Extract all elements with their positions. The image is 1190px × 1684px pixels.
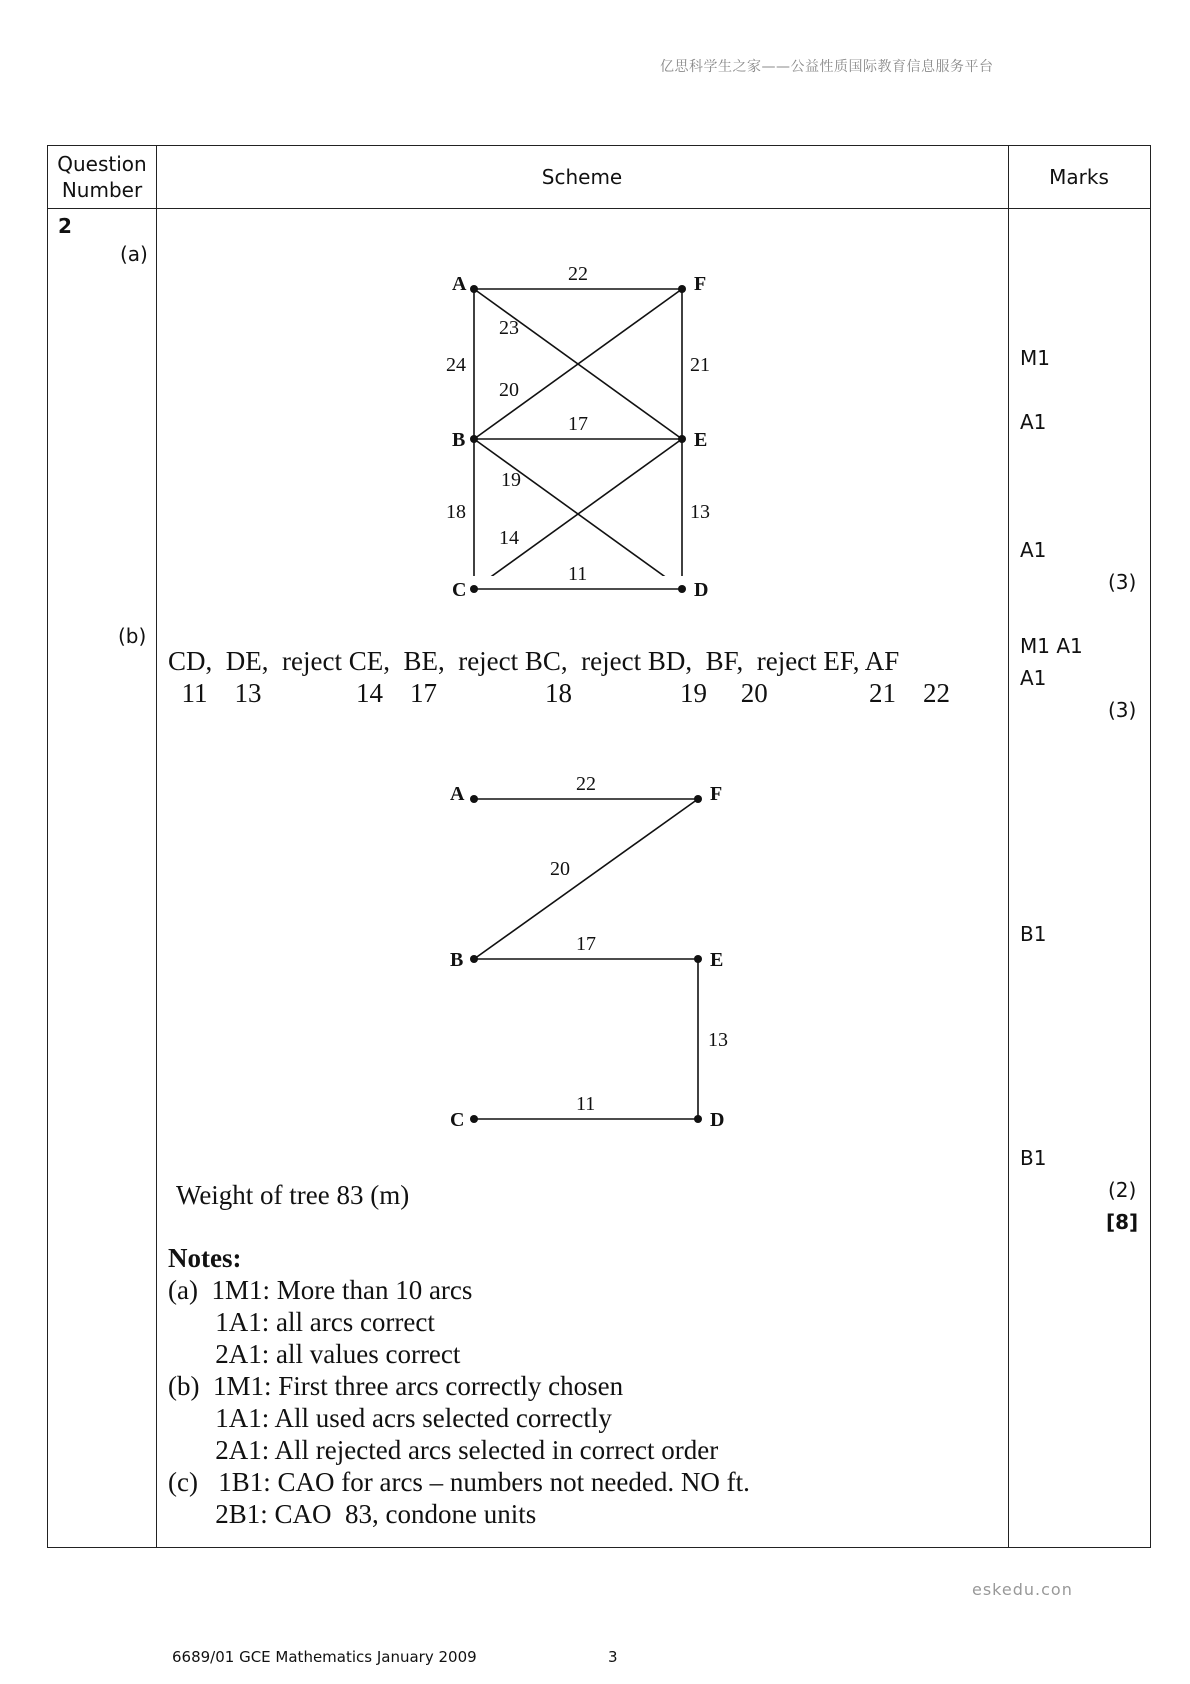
notes-title: Notes: <box>168 1243 242 1273</box>
node-label-e: E <box>694 429 708 451</box>
weight-of-tree: Weight of tree 83 (m) <box>176 1180 410 1210</box>
header-note: 亿思科学生之家——公益性质国际教育信息服务平台 <box>660 59 994 75</box>
node-e <box>694 955 702 963</box>
header-question-number: Question Number <box>57 152 147 202</box>
mark-total-a: (3) <box>1108 570 1137 594</box>
weight-ed: 13 <box>708 1029 728 1051</box>
weight-cd: 11 <box>576 1093 596 1115</box>
node-label-c: C <box>450 1109 465 1126</box>
mark-scheme-table <box>47 145 1151 1548</box>
footer-paper-title: 6689/01 GCE Mathematics January 2009 <box>172 1648 477 1666</box>
note-line: 2B1: CAO 83, condone units <box>168 1499 537 1529</box>
node-d <box>694 1115 702 1123</box>
weight-ae: 23 <box>499 317 519 339</box>
weight-bd: 19 <box>501 469 521 491</box>
node-label-c: C <box>452 579 467 601</box>
note-line: 1A1: all arcs correct <box>168 1307 435 1337</box>
node-d <box>678 585 686 593</box>
node-b <box>470 435 478 443</box>
kruskal-arcs: CD, DE, reject CE, BE, reject BC, reject BD, BF, reject EF, AF <box>168 646 900 676</box>
weight-cd: 11 <box>568 563 588 585</box>
header-scheme: Scheme <box>541 165 623 189</box>
weight-bc: 18 <box>446 501 466 523</box>
notes <box>168 1242 988 1530</box>
node-a <box>470 795 478 803</box>
mark-b1: B1 <box>1020 1146 1047 1170</box>
graph-c <box>438 766 778 1126</box>
weight-ab: 24 <box>446 354 466 376</box>
node-f <box>678 285 686 293</box>
weight-bf: 20 <box>550 858 570 880</box>
column-divider <box>156 146 157 1547</box>
part-a-label: (a) <box>120 242 148 266</box>
node-label-f: F <box>694 273 707 295</box>
mark-m1-a1: M1 A1 <box>1020 634 1083 658</box>
column-divider <box>1008 146 1009 1547</box>
mark-a1: A1 <box>1020 538 1047 562</box>
mark-a1: A1 <box>1020 410 1047 434</box>
mark-a1: A1 <box>1020 666 1047 690</box>
weight-af: 22 <box>568 263 588 285</box>
node-a <box>470 285 478 293</box>
page-number: 3 <box>608 1648 618 1666</box>
note-line: 1A1: All used acrs selected correctly <box>168 1403 612 1433</box>
node-c <box>470 585 478 593</box>
node-label-d: D <box>710 1109 725 1126</box>
part-b-label: (b) <box>118 624 147 648</box>
weight-fe: 21 <box>690 354 710 376</box>
node-label-a: A <box>450 783 465 805</box>
header-divider <box>48 208 1150 209</box>
kruskal-values: 11 13 14 17 18 19 20 21 22 <box>168 678 950 708</box>
mark-total-c: (2) <box>1108 1178 1137 1202</box>
node-f <box>694 795 702 803</box>
weight-ce: 14 <box>499 527 519 549</box>
note-line: (a) 1M1: More than 10 arcs <box>168 1275 473 1305</box>
mark-m1: M1 <box>1020 346 1050 370</box>
note-line: (c) 1B1: CAO for arcs – numbers not needed. NO ft. <box>168 1467 750 1497</box>
mark-grand-total: [8] <box>1106 1210 1139 1234</box>
node-c <box>470 1115 478 1123</box>
weight-bf: 20 <box>499 379 519 401</box>
graph-a-labels <box>438 256 778 616</box>
note-line: 2A1: All rejected arcs selected in correct order <box>168 1435 719 1465</box>
node-label-f: F <box>710 783 723 805</box>
note-line: 2A1: all values correct <box>168 1339 461 1369</box>
weight-be: 17 <box>568 413 588 435</box>
weight-ed: 13 <box>690 501 710 523</box>
weight-af: 22 <box>576 773 596 795</box>
question-number: 2 <box>58 214 72 238</box>
watermark: eskedu.con <box>972 1580 1073 1599</box>
node-label-d: D <box>694 579 709 601</box>
node-label-b: B <box>450 949 464 971</box>
node-label-b: B <box>452 429 466 451</box>
weight-be: 17 <box>576 933 596 955</box>
mark-b1: B1 <box>1020 922 1047 946</box>
node-e <box>678 435 686 443</box>
node-label-e: E <box>710 949 724 971</box>
node-label-a: A <box>452 273 467 295</box>
note-line: (b) 1M1: First three arcs correctly chosen <box>168 1371 624 1401</box>
header-marks: Marks <box>1049 165 1109 189</box>
node-b <box>470 955 478 963</box>
mark-total-b: (3) <box>1108 698 1137 722</box>
